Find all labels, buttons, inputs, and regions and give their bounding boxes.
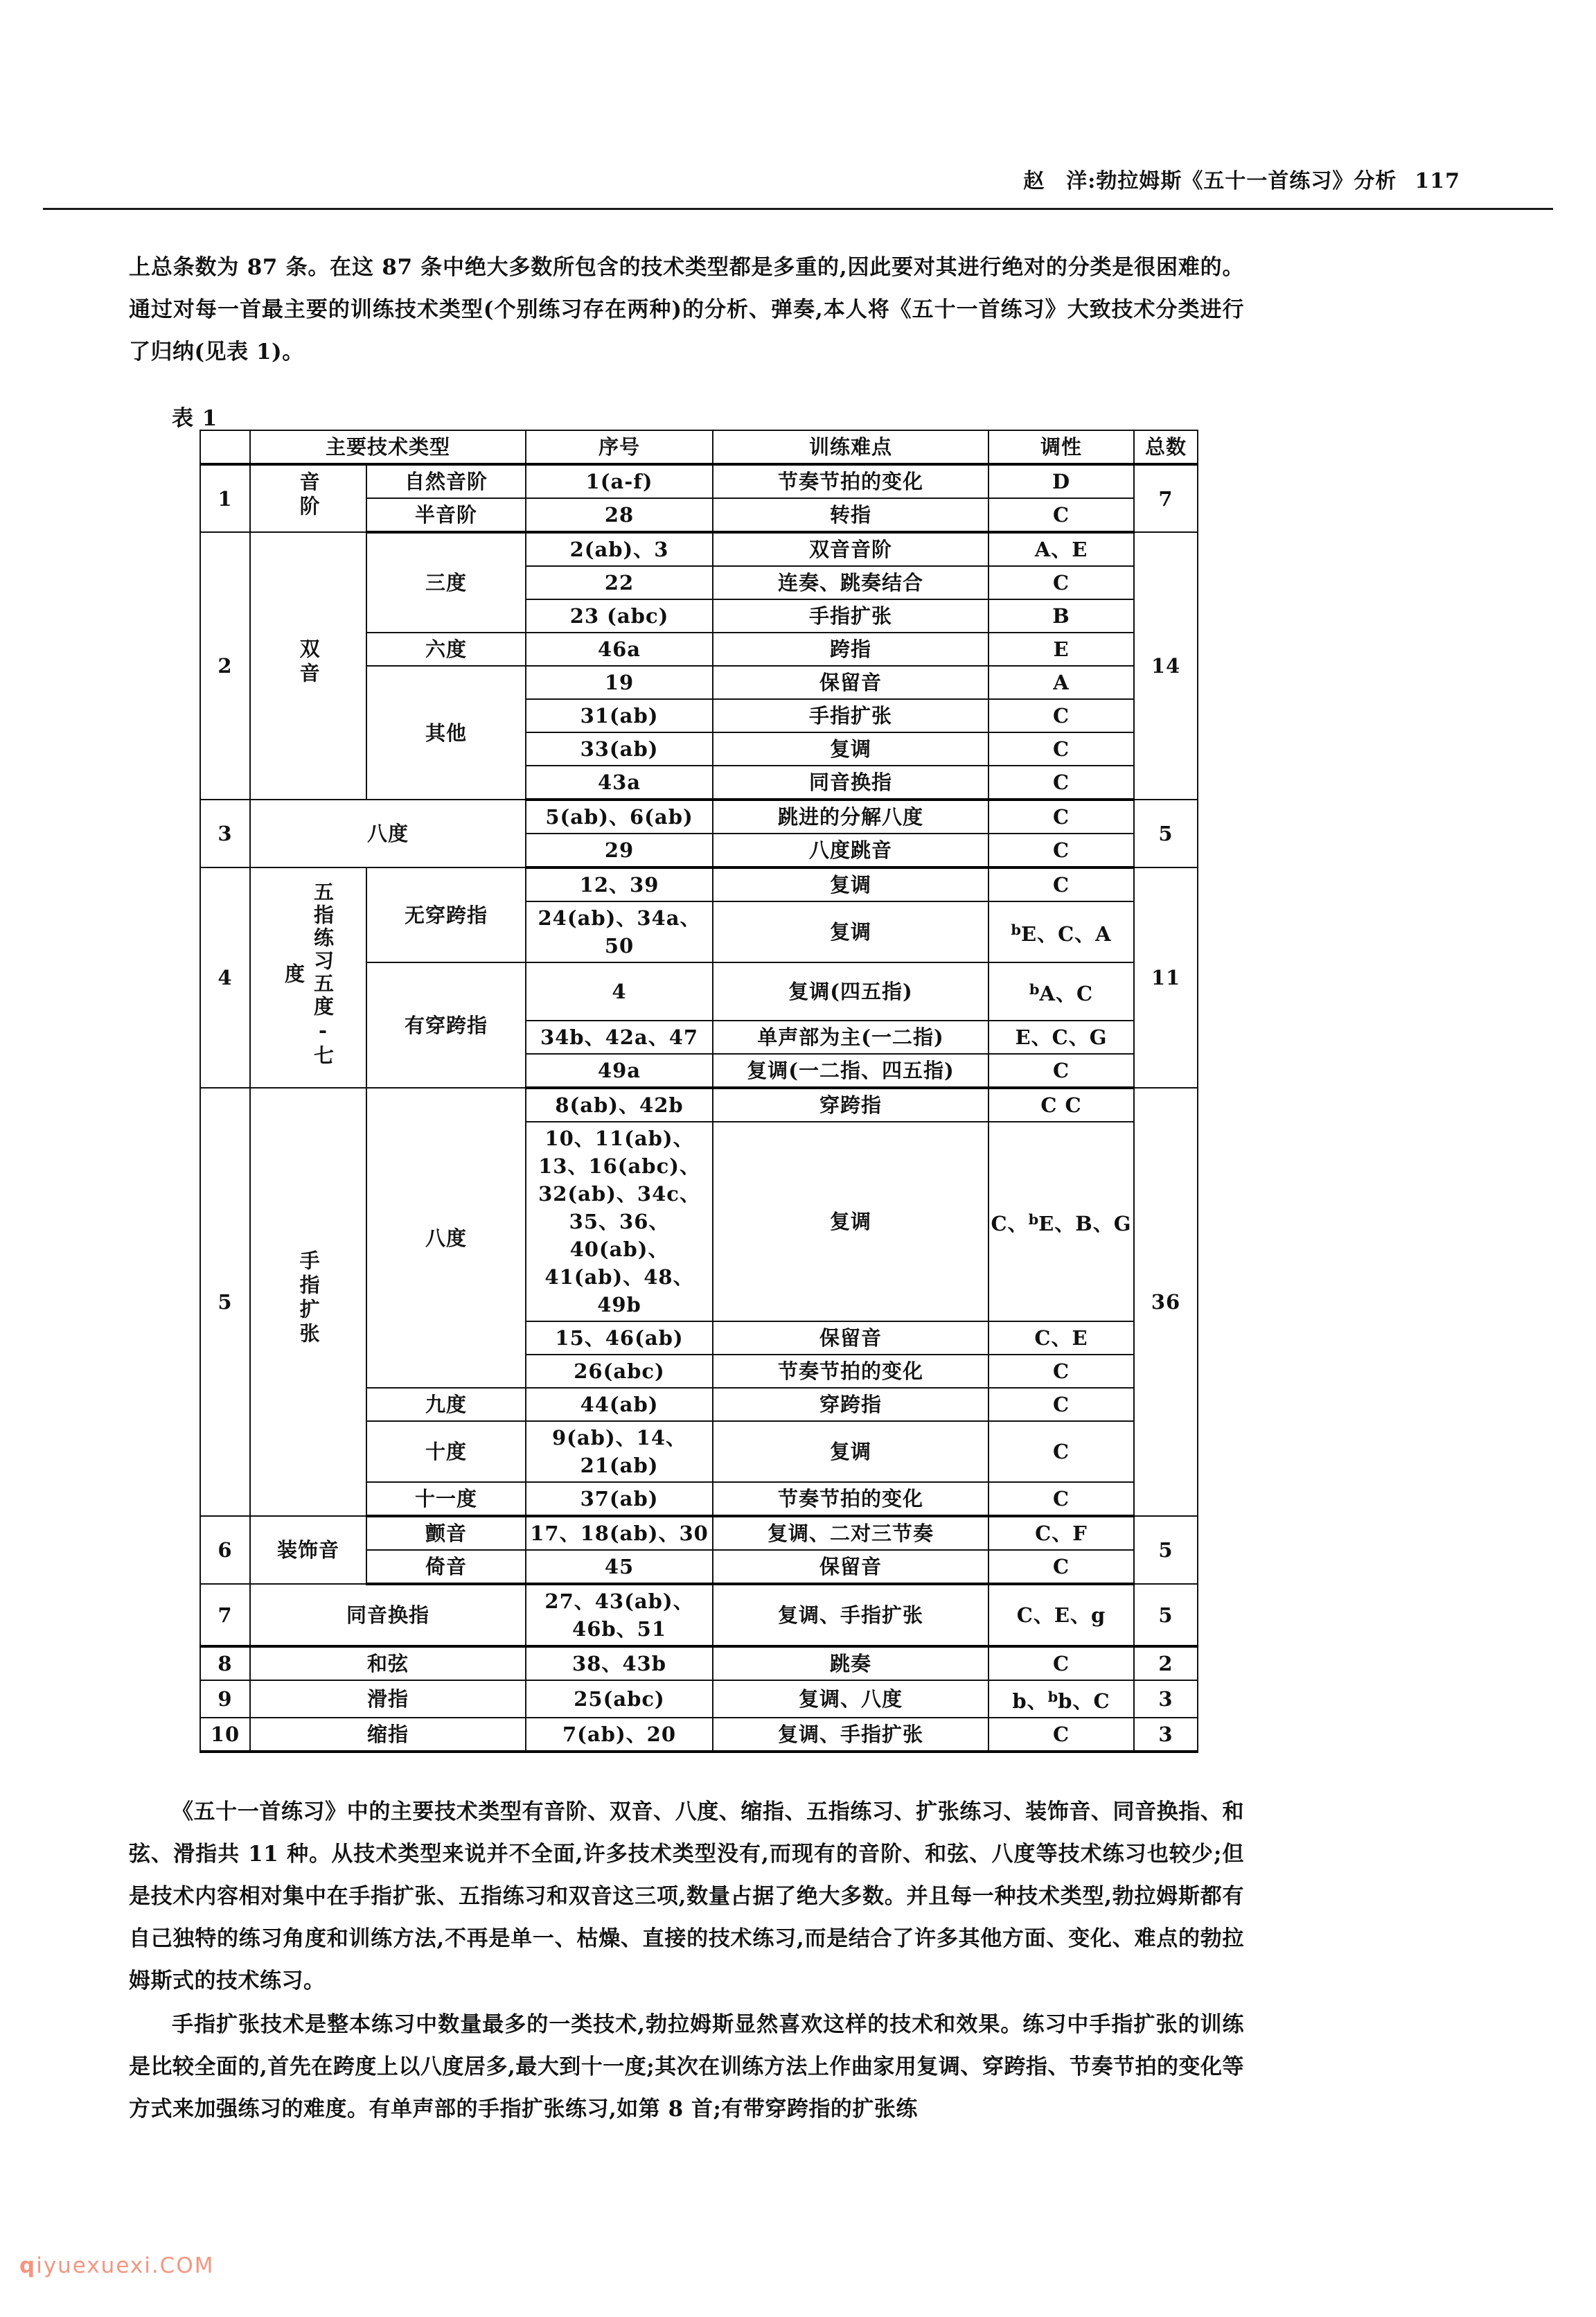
running-head-author: 赵 洋 bbox=[1023, 169, 1088, 193]
row-key: C C bbox=[988, 1088, 1134, 1122]
row-key: B bbox=[988, 599, 1134, 633]
row-difficulty: 节奏节拍的变化 bbox=[713, 464, 988, 498]
row-serial: 4 bbox=[526, 962, 713, 1021]
row-serial: 45 bbox=[526, 1550, 713, 1584]
row-total: 14 bbox=[1134, 532, 1198, 800]
flat-sign: b bbox=[1011, 921, 1022, 939]
row-difficulty: 跨指 bbox=[713, 633, 988, 666]
row-difficulty: 复调 bbox=[713, 1122, 988, 1321]
row-total: 2 bbox=[1134, 1646, 1198, 1680]
row-serial: 22 bbox=[526, 566, 713, 599]
row-difficulty: 连奏、跳奏结合 bbox=[713, 566, 988, 599]
header-rule bbox=[43, 208, 1553, 210]
row-key: C bbox=[988, 834, 1134, 867]
row-key: C bbox=[988, 1054, 1134, 1088]
site-watermark bbox=[19, 2253, 214, 2278]
row-index: 10 bbox=[200, 1718, 250, 1752]
watermark-text: iyuexuexi.COM bbox=[36, 2253, 215, 2278]
row-serial: 44(ab) bbox=[526, 1388, 713, 1421]
flat-sign: b bbox=[1029, 980, 1040, 998]
row-difficulty: 保留音 bbox=[713, 666, 988, 699]
row-category: 同音换指 bbox=[250, 1584, 526, 1646]
intro-paragraph: 上总条数为 87 条。在这 87 条中绝大多数所包含的技术类型都是多重的,因此要对其进行绝对的分类是很困难的。通过对每一首最主要的训练技术类型(个别练习存在两种)的分析、弹奏,本人将《五十一首练习》大致技术分类进行了归纳(见表 1)。 bbox=[129, 255, 1244, 364]
row-subcategory: 其他 bbox=[366, 666, 526, 800]
row-difficulty: 节奏节拍的变化 bbox=[713, 1355, 988, 1388]
header-difficulty: 训练难点 bbox=[713, 430, 988, 464]
row-key: D bbox=[988, 464, 1134, 498]
header-serial: 序号 bbox=[526, 430, 713, 464]
row-serial: 33(ab) bbox=[526, 732, 713, 766]
row-category: 滑指 bbox=[250, 1680, 526, 1718]
row-index: 1 bbox=[200, 464, 250, 532]
row-key: C bbox=[988, 1646, 1134, 1680]
row-serial: 1(a-f) bbox=[526, 464, 713, 498]
row-difficulty: 同音换指 bbox=[713, 766, 988, 800]
row-difficulty: 穿跨指 bbox=[713, 1388, 988, 1421]
row-subcategory: 十一度 bbox=[366, 1482, 526, 1516]
row-key: C bbox=[988, 1718, 1134, 1752]
row-subcategory: 倚音 bbox=[366, 1550, 526, 1584]
row-difficulty: 复调 bbox=[713, 1421, 988, 1482]
row-difficulty: 复调、手指扩张 bbox=[713, 1584, 988, 1646]
header-total: 总数 bbox=[1134, 430, 1198, 464]
row-serial: 31(ab) bbox=[526, 699, 713, 732]
row-serial: 9(ab)、14、21(ab) bbox=[526, 1421, 713, 1482]
row-key: C bbox=[988, 1421, 1134, 1482]
row-difficulty: 手指扩张 bbox=[713, 599, 988, 633]
row-difficulty: 跳进的分解八度 bbox=[713, 800, 988, 834]
row-serial: 38、43b bbox=[526, 1646, 713, 1680]
header-key: 调性 bbox=[988, 430, 1134, 464]
row-difficulty: 节奏节拍的变化 bbox=[713, 1482, 988, 1516]
row-key: C bbox=[988, 1482, 1134, 1516]
row-serial: 10、11(ab)、13、16(abc)、32(ab)、34c、35、36、40(ab)、41(ab)、48、49b bbox=[526, 1122, 713, 1321]
table-header-row bbox=[200, 430, 1198, 464]
flat-sign: b bbox=[1028, 1210, 1040, 1228]
running-head-title: :勃拉姆斯《五十一首练习》分析 bbox=[1088, 169, 1397, 193]
row-serial: 19 bbox=[526, 666, 713, 699]
row-key: C、F bbox=[988, 1516, 1134, 1550]
row-difficulty: 双音音阶 bbox=[713, 532, 988, 566]
body-paragraph-2: 手指扩张技术是整本练习中数量最多的一类技术,勃拉姆斯显然喜欢这样的技术和效果。练习中手指扩张的训练是比较全面的,首先在跨度上以八度居多,最大到十一度;其次在训练方法上作曲家用复调、穿跨指、节奏节拍的变化等方式来加强练习的难度。有单声部的手指扩张练习,如第 8 首;有带穿跨指的扩张练 bbox=[129, 2012, 1244, 2122]
row-category: 装饰音 bbox=[250, 1516, 366, 1584]
row-key: b、$^b$b、C bbox=[988, 1680, 1134, 1718]
table-row bbox=[200, 1718, 1198, 1752]
row-serial: 8(ab)、42b bbox=[526, 1088, 713, 1122]
row-key: $^b$E、C、A bbox=[988, 901, 1134, 962]
row-serial: 46a bbox=[526, 633, 713, 666]
row-subcategory: 十度 bbox=[366, 1421, 526, 1482]
row-difficulty: 复调、八度 bbox=[713, 1680, 988, 1718]
row-key: A、E bbox=[988, 532, 1134, 566]
row-index: 2 bbox=[200, 532, 250, 800]
row-total: 7 bbox=[1134, 464, 1198, 532]
row-serial: 34b、42a、47 bbox=[526, 1021, 713, 1054]
row-category: 手指扩张 bbox=[250, 1088, 366, 1516]
row-total: 5 bbox=[1134, 1584, 1198, 1646]
row-category: 八度 bbox=[250, 800, 526, 867]
row-total: 11 bbox=[1134, 867, 1198, 1088]
table-row bbox=[200, 1680, 1198, 1718]
table-row bbox=[200, 464, 1198, 498]
row-difficulty: 复调、手指扩张 bbox=[713, 1718, 988, 1752]
technique-table-wrapper bbox=[200, 430, 1190, 1753]
header-index bbox=[200, 430, 250, 464]
body-paragraph-1: 《五十一首练习》中的主要技术类型有音阶、双音、八度、缩指、五指练习、扩张练习、装饰音、同音换指、和弦、滑指共 11 种。从技术类型来说并不全面,许多技术类型没有,而现有的音阶、和弦、八度等技术练习也较少;但是技术内容相对集中在手指扩张、五指练习和双音这三项,数量占据了绝大多数。并且每一种技术类型,勃拉姆斯都有自己独特的练习角度和训练方法,不再是单一、枯燥、直接的技术练习,而是结合了许多其他方面、变化、难点的勃拉姆斯式的技术练习。 bbox=[129, 1799, 1244, 1993]
watermark-prefix: q bbox=[19, 2253, 37, 2278]
row-serial: 49a bbox=[526, 1054, 713, 1088]
row-difficulty: 手指扩张 bbox=[713, 699, 988, 732]
row-subcategory: 九度 bbox=[366, 1388, 526, 1421]
row-serial: 24(ab)、34a、50 bbox=[526, 901, 713, 962]
header-main-type: 主要技术类型 bbox=[250, 430, 526, 464]
row-serial: 7(ab)、20 bbox=[526, 1718, 713, 1752]
row-index: 3 bbox=[200, 800, 250, 867]
row-serial: 26(abc) bbox=[526, 1355, 713, 1388]
row-difficulty: 复调(一二指、四五指) bbox=[713, 1054, 988, 1088]
row-key: C、E、g bbox=[988, 1584, 1134, 1646]
row-key: C bbox=[988, 498, 1134, 532]
row-serial: 2(ab)、3 bbox=[526, 532, 713, 566]
row-index: 4 bbox=[200, 867, 250, 1088]
row-key: C bbox=[988, 766, 1134, 800]
row-category: 缩指 bbox=[250, 1718, 526, 1752]
row-subcategory: 颤音 bbox=[366, 1516, 526, 1550]
row-key: E bbox=[988, 633, 1134, 666]
row-subcategory: 有穿跨指 bbox=[366, 962, 526, 1088]
row-subcategory: 自然音阶 bbox=[366, 464, 526, 498]
table-row bbox=[200, 532, 1198, 566]
row-total: 3 bbox=[1134, 1680, 1198, 1718]
row-total: 36 bbox=[1134, 1088, 1198, 1516]
row-key: C、E bbox=[988, 1321, 1134, 1355]
row-serial: 29 bbox=[526, 834, 713, 867]
row-key: $^b$A、C bbox=[988, 962, 1134, 1021]
row-serial: 28 bbox=[526, 498, 713, 532]
row-total: 5 bbox=[1134, 800, 1198, 867]
row-serial: 27、43(ab)、46b、51 bbox=[526, 1584, 713, 1646]
row-difficulty: 转指 bbox=[713, 498, 988, 532]
row-index: 5 bbox=[200, 1088, 250, 1516]
row-category: 五指练习五度-七度 bbox=[250, 867, 366, 1088]
table-row bbox=[200, 800, 1198, 834]
row-difficulty: 复调 bbox=[713, 732, 988, 766]
row-difficulty: 复调 bbox=[713, 901, 988, 962]
table-row bbox=[200, 1646, 1198, 1680]
row-index: 8 bbox=[200, 1646, 250, 1680]
row-category: 音阶 bbox=[250, 464, 366, 532]
table-row bbox=[200, 1516, 1198, 1550]
row-difficulty: 穿跨指 bbox=[713, 1088, 988, 1122]
row-key: C、$^b$E、B、G bbox=[988, 1122, 1134, 1321]
row-index: 7 bbox=[200, 1584, 250, 1646]
row-serial: 37(ab) bbox=[526, 1482, 713, 1516]
row-category: 双音 bbox=[250, 532, 366, 800]
row-subcategory: 半音阶 bbox=[366, 498, 526, 532]
row-serial: 17、18(ab)、30 bbox=[526, 1516, 713, 1550]
row-total: 3 bbox=[1134, 1718, 1198, 1752]
row-serial: 25(abc) bbox=[526, 1680, 713, 1718]
row-subcategory: 八度 bbox=[366, 1088, 526, 1388]
technique-classification-table bbox=[200, 430, 1198, 1753]
row-subcategory: 三度 bbox=[366, 532, 526, 633]
row-serial: 5(ab)、6(ab) bbox=[526, 800, 713, 834]
page-number: 117 bbox=[1415, 169, 1460, 193]
table-row bbox=[200, 1088, 1198, 1122]
row-index: 9 bbox=[200, 1680, 250, 1718]
table-row bbox=[200, 1584, 1198, 1646]
row-difficulty: 复调(四五指) bbox=[713, 962, 988, 1021]
row-difficulty: 单声部为主(一二指) bbox=[713, 1021, 988, 1054]
row-key: C bbox=[988, 732, 1134, 766]
table-caption: 表 1 bbox=[172, 406, 218, 431]
row-key: C bbox=[988, 1550, 1134, 1584]
row-difficulty: 复调 bbox=[713, 867, 988, 901]
row-serial: 15、46(ab) bbox=[526, 1321, 713, 1355]
row-key: E、C、G bbox=[988, 1021, 1134, 1054]
row-key: C bbox=[988, 800, 1134, 834]
row-difficulty: 跳奏 bbox=[713, 1646, 988, 1680]
row-difficulty: 复调、二对三节奏 bbox=[713, 1516, 988, 1550]
row-total: 5 bbox=[1134, 1516, 1198, 1584]
row-subcategory: 六度 bbox=[366, 633, 526, 666]
running-head bbox=[0, 164, 1596, 194]
table-row bbox=[200, 867, 1198, 901]
row-serial: 23 (abc) bbox=[526, 599, 713, 633]
row-index: 6 bbox=[200, 1516, 250, 1584]
row-category: 和弦 bbox=[250, 1646, 526, 1680]
row-key: C bbox=[988, 867, 1134, 901]
row-difficulty: 保留音 bbox=[713, 1550, 988, 1584]
row-serial: 43a bbox=[526, 766, 713, 800]
row-serial: 12、39 bbox=[526, 867, 713, 901]
row-key: C bbox=[988, 1388, 1134, 1421]
flat-sign: b bbox=[1047, 1688, 1059, 1705]
row-difficulty: 保留音 bbox=[713, 1321, 988, 1355]
row-key: C bbox=[988, 699, 1134, 732]
row-subcategory: 无穿跨指 bbox=[366, 867, 526, 962]
row-difficulty: 八度跳音 bbox=[713, 834, 988, 867]
row-key: C bbox=[988, 1355, 1134, 1388]
row-key: A bbox=[988, 666, 1134, 699]
row-key: C bbox=[988, 566, 1134, 599]
